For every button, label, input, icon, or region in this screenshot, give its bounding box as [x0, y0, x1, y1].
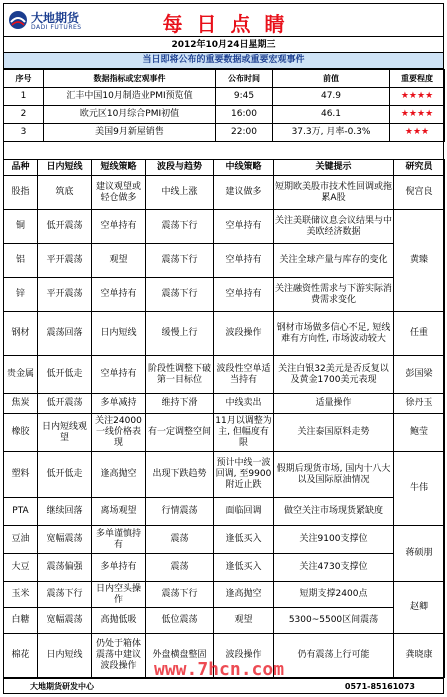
strategy-header-row — [4, 160, 445, 176]
short-strategy: 建议观望或轻仓做多 — [92, 176, 146, 210]
footer-phone: 0571-85161073 — [344, 682, 415, 691]
report-footer — [4, 678, 443, 694]
report-header — [4, 4, 443, 37]
product-name: 铜 — [4, 210, 38, 244]
event-row — [4, 106, 445, 124]
short-strategy: 仍处于箱体震荡中建议波段操作 — [92, 634, 146, 678]
trend-view: 震荡下行 — [146, 278, 214, 312]
mid-strategy: 空单持有 — [214, 278, 274, 312]
events-header-cell: 重要程度 — [390, 70, 445, 88]
analyst-name: 黄臻 — [394, 210, 445, 312]
key-tip: 关注融资性需求与下游实际消费需求变化 — [274, 278, 394, 312]
trend-view: 缓慢上行 — [146, 312, 214, 356]
importance-stars-icon: ★★★ — [390, 124, 445, 142]
intraday-view: 震荡下行 — [38, 582, 92, 608]
event-previous-value: 37.3万, 月率-0.3% — [273, 124, 390, 142]
intraday-view: 震荡回落 — [38, 312, 92, 356]
product-name: 锌 — [4, 278, 38, 312]
events-header-cell: 序号 — [4, 70, 44, 88]
events-table — [3, 69, 445, 142]
event-number: 2 — [4, 106, 44, 124]
product-name: 贵金属 — [4, 356, 38, 394]
strategy-row — [4, 608, 445, 634]
trend-view: 震荡 — [146, 526, 214, 554]
short-strategy: 空单持有 — [92, 210, 146, 244]
strategy-header-cell: 中线策略 — [214, 160, 274, 176]
product-name: 钢材 — [4, 312, 38, 356]
report-date: 2012年10月24日星期三 — [171, 40, 276, 50]
short-strategy: 日内短线 — [92, 312, 146, 356]
short-strategy: 高抛低吸 — [92, 608, 146, 634]
strategy-header-cell: 关键提示 — [274, 160, 394, 176]
trend-view: 中线上涨 — [146, 176, 214, 210]
strategy-header-cell: 短线策略 — [92, 160, 146, 176]
daily-report-page — [3, 3, 444, 694]
strategy-row — [4, 356, 445, 394]
event-row — [4, 88, 445, 106]
analyst-name: 牛伟 — [394, 452, 445, 526]
strategy-row — [4, 312, 445, 356]
analyst-name: 任重 — [394, 312, 445, 356]
strategy-row — [4, 452, 445, 498]
intraday-view: 日内短线 — [38, 634, 92, 678]
mid-strategy: 逢低买入 — [214, 526, 274, 554]
strategy-header-cell: 研究员 — [394, 160, 445, 176]
intraday-view: 宽幅震荡 — [38, 608, 92, 634]
trend-view: 震荡下行 — [146, 244, 214, 278]
intraday-view: 筑底 — [38, 176, 92, 210]
trend-view: 阶段性调整下破第一目标位 — [146, 356, 214, 394]
key-tip: 关注全球产量与库存的变化 — [274, 244, 394, 278]
intraday-view: 低开震荡 — [38, 394, 92, 414]
strategy-header-cell: 日内短线 — [38, 160, 92, 176]
analyst-name: 蒋硕朋 — [394, 526, 445, 582]
mid-strategy: 预计中线一波回调, 至9900附近止跌 — [214, 452, 274, 498]
events-header-cell: 前值 — [273, 70, 390, 88]
intraday-view: 继续回落 — [38, 498, 92, 526]
product-name: 大豆 — [4, 554, 38, 582]
strategy-row — [4, 498, 445, 526]
mid-strategy: 逢低买入 — [214, 554, 274, 582]
product-name: 豆油 — [4, 526, 38, 554]
logo-chinese-name: 大地期货 — [31, 11, 80, 25]
intraday-view: 低开低走 — [38, 452, 92, 498]
importance-stars-icon: ★★★★ — [390, 106, 445, 124]
strategy-row — [4, 554, 445, 582]
strategy-row — [4, 394, 445, 414]
key-tip: 做空关注市场现货紧缺度 — [274, 498, 394, 526]
event-number: 3 — [4, 124, 44, 142]
product-name: PTA — [4, 498, 38, 526]
key-tip: 关注白银32美元是否反复以及黄金1700美元表现 — [274, 356, 394, 394]
mid-strategy: 波段操作 — [214, 634, 274, 678]
analyst-name: 龚晓康 — [394, 634, 445, 678]
strategy-header-cell: 品种 — [4, 160, 38, 176]
events-header-row — [4, 70, 445, 88]
analyst-name: 彭国梁 — [394, 356, 445, 394]
analyst-name: 徐丹玉 — [394, 394, 445, 414]
trend-view: 低位震荡 — [146, 608, 214, 634]
mid-strategy: 观望 — [214, 608, 274, 634]
mid-strategy: 波段性空单适当持有 — [214, 356, 274, 394]
short-strategy: 多单持有 — [92, 554, 146, 582]
intraday-view: 低开震荡 — [38, 210, 92, 244]
event-name: 汇丰中国10月制造业PMI预览值 — [44, 88, 216, 106]
strategy-row — [4, 244, 445, 278]
strategy-row — [4, 278, 445, 312]
logo-english-name: DADI FUTURES — [31, 24, 82, 31]
intraday-view: 平开震荡 — [38, 278, 92, 312]
product-name: 白糖 — [4, 608, 38, 634]
intraday-view: 日内短线观望 — [38, 414, 92, 452]
key-tip: 短期支撑2400点 — [274, 582, 394, 608]
strategy-header-cell: 波段与趋势 — [146, 160, 214, 176]
event-time: 22:00 — [216, 124, 273, 142]
strategy-row — [4, 414, 445, 452]
trend-view: 震荡下行 — [146, 210, 214, 244]
event-row — [4, 124, 445, 142]
trend-view: 维持下滑 — [146, 394, 214, 414]
key-tip: 5300~5500区间震荡 — [274, 608, 394, 634]
key-tip: 假期后现货市场, 国内十八大以及国际原油情况 — [274, 452, 394, 498]
key-tip: 适量操作 — [274, 394, 394, 414]
analyst-name: 倪宫良 — [394, 176, 445, 210]
intraday-view: 震荡偏强 — [38, 554, 92, 582]
strategy-row — [4, 582, 445, 608]
event-previous-value: 47.9 — [273, 88, 390, 106]
product-name: 橡胶 — [4, 414, 38, 452]
trend-view: 行情震荡 — [146, 498, 214, 526]
event-name: 美国9月新屋销售 — [44, 124, 216, 142]
short-strategy: 空单持有 — [92, 278, 146, 312]
key-tip: 钢材市场做多信心不足, 短线难有方向性, 市场波动较大 — [274, 312, 394, 356]
key-tip: 关注4730支撑位 — [274, 554, 394, 582]
event-time: 9:45 — [216, 88, 273, 106]
mid-strategy: 面临回调 — [214, 498, 274, 526]
mid-strategy: 建议做多 — [214, 176, 274, 210]
event-name: 欧元区10月综合PMI初值 — [44, 106, 216, 124]
strategy-table — [3, 159, 445, 678]
footer-organization: 大地期货研发中心 — [30, 682, 94, 691]
trend-view: 出现下跌趋势 — [146, 452, 214, 498]
analyst-name: 赵卿 — [394, 582, 445, 634]
product-name: 股指 — [4, 176, 38, 210]
short-strategy: 观望 — [92, 244, 146, 278]
intraday-view: 宽幅震荡 — [38, 526, 92, 554]
mid-strategy: 中线卖出 — [214, 394, 274, 414]
product-name: 焦炭 — [4, 394, 38, 414]
key-tip: 短期欧美股市技术性回调或拖累A股 — [274, 176, 394, 210]
report-title: 每日点睛 — [162, 12, 299, 36]
key-tip: 关注9100支撑位 — [274, 526, 394, 554]
strategy-row — [4, 176, 445, 210]
strategy-row — [4, 210, 445, 244]
event-previous-value: 46.1 — [273, 106, 390, 124]
website-watermark: www.7hcn.com — [154, 659, 285, 680]
product-name: 棉花 — [4, 634, 38, 678]
analyst-name: 鲍莹 — [394, 414, 445, 452]
events-section-title: 当日即将公布的重要数据或重要宏观事件 — [4, 52, 443, 69]
product-name: 铝 — [4, 244, 38, 278]
intraday-view: 低开低走 — [38, 356, 92, 394]
intraday-view: 平开震荡 — [38, 244, 92, 278]
mid-strategy: 逢高抛空 — [214, 582, 274, 608]
mid-strategy: 11月以调整为主, 但幅度有限 — [214, 414, 274, 452]
short-strategy: 离场观望 — [92, 498, 146, 526]
short-strategy: 空单持有 — [92, 356, 146, 394]
key-tip: 关注泰国原料走势 — [274, 414, 394, 452]
event-number: 1 — [4, 88, 44, 106]
mid-strategy: 空单持有 — [214, 244, 274, 278]
event-time: 16:00 — [216, 106, 273, 124]
trend-view: 震荡下行 — [146, 582, 214, 608]
importance-stars-icon: ★★★★ — [390, 88, 445, 106]
product-name: 塑料 — [4, 452, 38, 498]
short-strategy: 关注24000一线价格表现 — [92, 414, 146, 452]
key-tip: 关注美联储议息会议结果与中美欧经济数据 — [274, 210, 394, 244]
trend-view: 有一定调整空间 — [146, 414, 214, 452]
trend-view: 震荡 — [146, 554, 214, 582]
short-strategy: 多单减持 — [92, 394, 146, 414]
key-tip: 仍有震荡上行可能 — [274, 634, 394, 678]
trend-view: 外盘横盘整固 — [146, 634, 214, 678]
events-header-cell: 公布时间 — [216, 70, 273, 88]
short-strategy: 逢高抛空 — [92, 452, 146, 498]
mid-strategy: 空单持有 — [214, 210, 274, 244]
short-strategy: 多单谨慎持有 — [92, 526, 146, 554]
events-header-cell: 数据指标或宏观事件 — [44, 70, 216, 88]
strategy-row — [4, 526, 445, 554]
product-name: 玉米 — [4, 582, 38, 608]
mid-strategy: 波段操作 — [214, 312, 274, 356]
short-strategy: 日内空头操作 — [92, 582, 146, 608]
